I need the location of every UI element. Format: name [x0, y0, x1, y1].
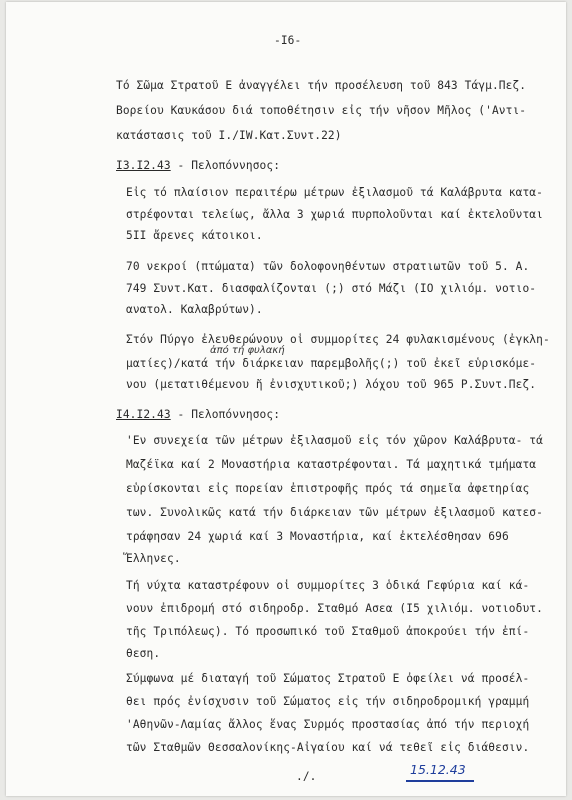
entry-2-para-b-line-4: θεση.: [126, 647, 161, 660]
entry-location-2: - Πελοπόννησος:: [170, 408, 281, 421]
entry-1-para-b-line-1: 70 νεκροί (πτώματα) τῶν δολοφονηθέντων στρατιωτῶν τοῦ 5. Α.: [126, 260, 530, 273]
entry-1-para-a-line-1: Εἰς τό πλαίσιον περαιτέρω μέτρων ἐξιλασμοῦ τά Καλάβρυτα κατα-: [126, 186, 543, 199]
entry-1-para-c-line-2: ματίες)/κατά τήν διάρκειαν παρεμβολῆς(;) τοῦ ἐκεῖ εὑρισκόμε-: [126, 357, 537, 370]
entry-2-para-a-line-4: των. Συνολικῶς κατά τήν διάρκειαν τῶν μέτρων ἐξιλασμοῦ κατεσ-: [126, 506, 543, 519]
document-page: [6, 2, 566, 796]
entry-date-2: I4.I2.43: [116, 408, 171, 421]
entry-2-para-c-line-2: θει πρός ἐνίσχυσιν τοῦ Σώματος εἰς τήν σιδηροδρομική γραμμή: [126, 695, 530, 708]
entry-heading-1: [116, 159, 280, 172]
entry-1-para-c-line-3: νου (μετατιθέμενου ἤ ἐνισχυτικοῦ;) λόχου τοῦ 965 Ρ.Συντ.Πεζ.: [126, 378, 537, 391]
entry-location-1: - Πελοπόννησος:: [170, 159, 281, 172]
continuation-mark: ./.: [296, 770, 317, 783]
entry-2-para-b-line-2: νουν ἐπιδρομή στό σιδηροδρ. Σταθμό Ασεα (I5 χιλιόμ. νοτιοδυτ.: [126, 602, 543, 615]
entry-2-para-b-line-1: Τή νύχτα καταστρέφουν οἱ συμμορίτες 3 ὁδικά Γεφύρια καί κά-: [126, 579, 530, 592]
entry-date-1: I3.I2.43: [116, 159, 171, 172]
entry-2-para-a-line-2: Μαζέϊκα καί 2 Μοναστήρια καταστρέφονται. Τά μαχητικά τμήματα: [126, 458, 537, 471]
entry-2-para-b-line-3: τῆς Τριπόλεως). Τό προσωπικό τοῦ Σταθμοῦ ἀποκρούει τήν ἐπί-: [126, 625, 530, 638]
entry-2-para-a-line-6: Ἕλληνες.: [126, 552, 181, 565]
entry-1-para-c-line-1: Στόν Πύργο ἐλευθερώνουν οἱ συμμορίτες 24 φυλακισμένους (ἐγκλη-: [126, 333, 550, 346]
page-number: -I6-: [274, 34, 302, 47]
entry-1-para-b-line-3: ανατολ. Καλαβρύτων).: [126, 303, 263, 316]
paragraph-1-line-2: Βορείου Καυκάσου διά τοποθέτησιν εἰς τήν νῆσον Μῆλος ('Αντι-: [116, 104, 527, 117]
handwritten-date-underline: [406, 780, 474, 782]
paragraph-1-line-3: κατάστασις τοῦ I./IW.Κατ.Συντ.22): [116, 129, 342, 142]
entry-1-para-b-line-2: 749 Συντ.Κατ. διασφαλίζονται (;) στό Μάζι (IO χιλιόμ. νοτιο-: [126, 282, 537, 295]
handwritten-date: 15.12.43: [410, 762, 466, 777]
handwritten-insertion: ἀπό τή φυλακή: [210, 345, 285, 356]
entry-1-para-a-line-2: στρέφονται τελείως, ἄλλα 3 χωριά πυρπολοῦνται καί ἐκτελοῦνται: [126, 208, 543, 221]
entry-2-para-a-line-1: 'Εν συνεχεία τῶν μέτρων ἐξιλασμοῦ εἰς τόν χῶρον Καλάβρυτα- τά: [126, 434, 543, 447]
entry-2-para-c-line-1: Σύμφωνα μέ διαταγή τοῦ Σώματος Στρατοῦ Ε ὀφείλει νά προσέλ-: [126, 672, 530, 685]
entry-2-para-c-line-4: τῶν Σταθμῶν Θεσσαλονίκης-Αἰγαίου καί νά τεθεῖ εἰς διάθεσιν.: [126, 741, 530, 754]
entry-2-para-a-line-5: τράφησαν 24 χωριά καί 3 Μοναστήρια, καί ἐκτελέσθησαν 696: [126, 530, 509, 543]
paragraph-1-line-1: Τό Σῶμα Στρατοῦ Ε ἀναγγέλει τήν προσέλευση τοῦ 843 Τάγμ.Πεζ.: [116, 79, 527, 92]
entry-2-para-c-line-3: 'Αθηνῶν-Λαμίας ἄλλος ἕνας Συρμός προστασίας ἀπό τήν περιοχή: [126, 718, 530, 731]
entry-heading-2: [116, 408, 280, 421]
entry-1-para-a-line-3: 5II ἄρενες κάτοικοι.: [126, 229, 263, 242]
entry-2-para-a-line-3: εὑρίσκονται εἰς πορείαν ἐπιστροφῆς πρός τά σημεῖα ἀφετηρίας: [126, 482, 530, 495]
